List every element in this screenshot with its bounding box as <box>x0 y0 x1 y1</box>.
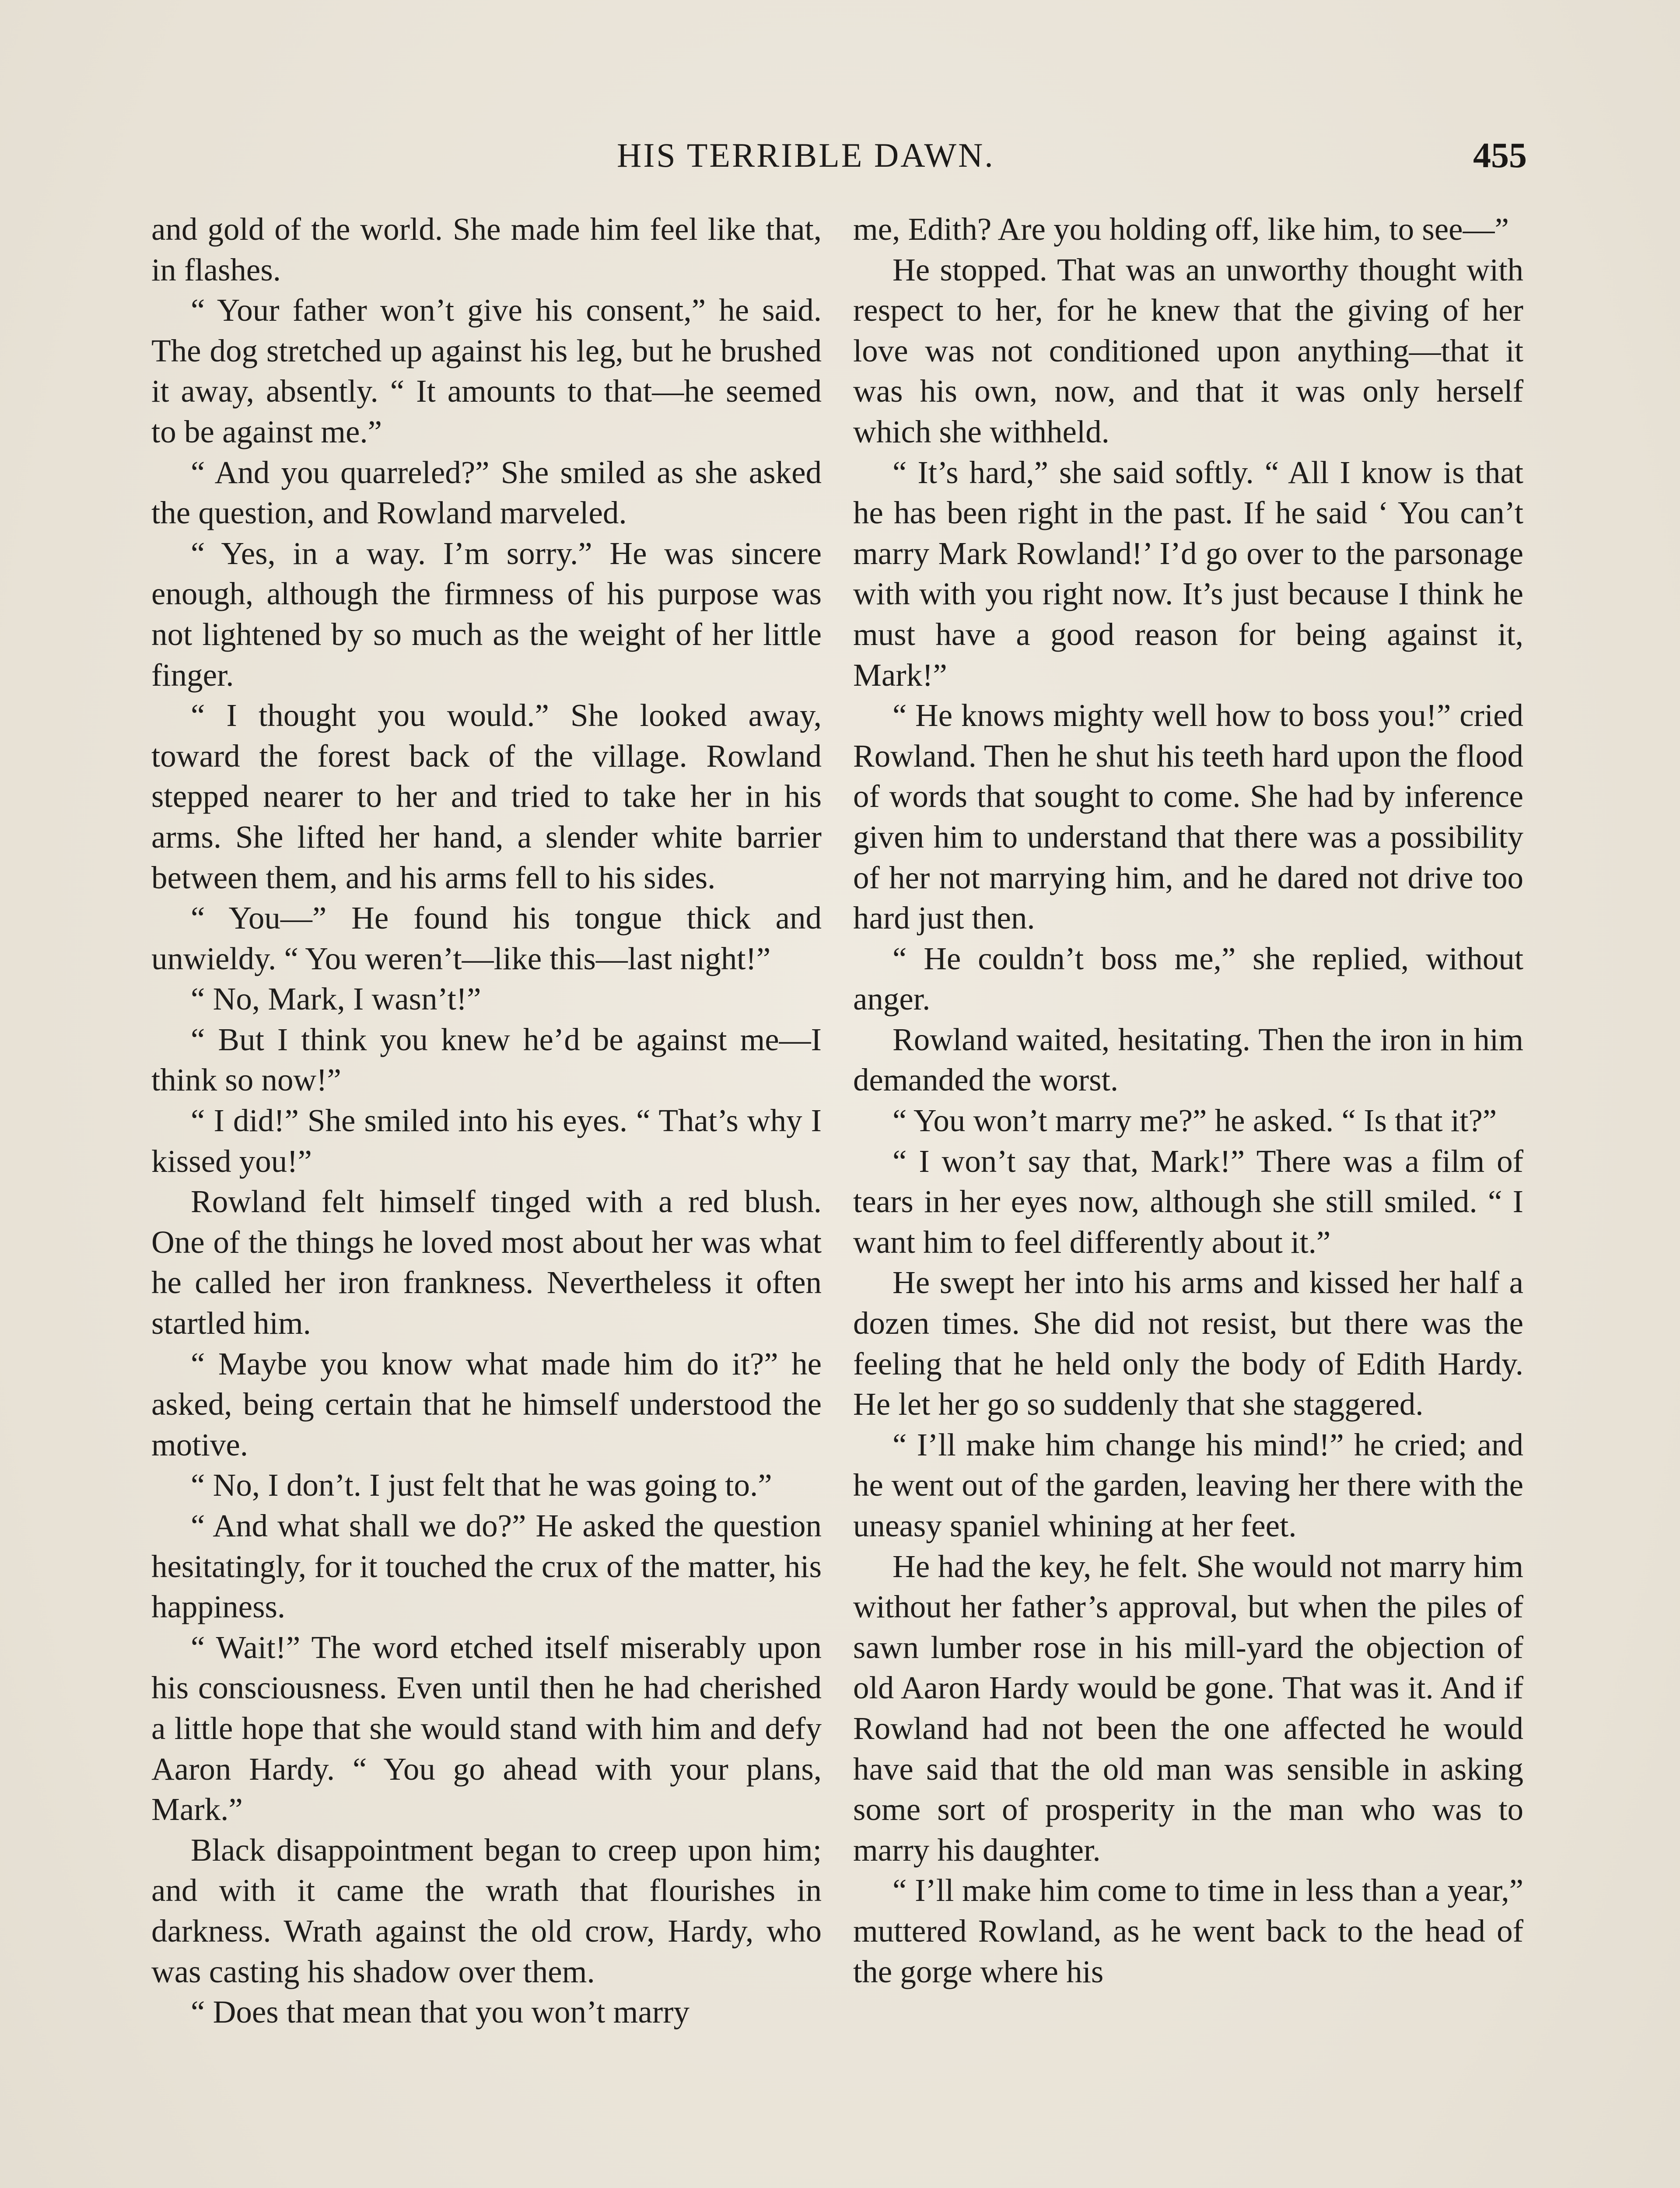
paragraph: “ And what shall we do?” He asked the question hesitatingly, for it touched the crux of the matter, his happiness. <box>151 1508 822 1625</box>
paragraph: Rowland waited, hesitating. Then the iron in him demanded the worst. <box>853 1021 1523 1098</box>
paragraph: Black disappointment began to creep upon him; and with it came the wrath that flourishes in darkness. Wrath against the old crow, Hardy, who was casting his shadow over them. <box>151 1832 822 1989</box>
paragraph: “ No, Mark, I wasn’t!” <box>191 981 481 1017</box>
paragraph: “ I did!” She smiled into his eyes. “ That’s why I kissed you!” <box>151 1103 822 1179</box>
paragraph: me, Edith? Are you holding off, like him, to see—” <box>853 211 1509 247</box>
paragraph: “ You—” He found his tongue thick and unwieldy. “ You weren’t—like this—last night!” <box>151 900 822 976</box>
paragraph: “ Wait!” The word etched itself miserably upon his consciousness. Even until then he had cherished a little hope that she would stand with him and defy Aaron Hardy. “ You go ahead with your plans, Mark.” <box>151 1629 822 1827</box>
paragraph: “ I’ll make him change his mind!” he cried; and he went out of the garden, leaving her there with the uneasy spaniel whining at her feet. <box>853 1427 1523 1543</box>
paragraph: “ It’s hard,” she said softly. “ All I know is that he has been right in the past. If he said ‘ You can’t marry Mark Rowland!’ I’d go over to the parsonage with with you right now. It’s just because I think he must have a good reason for being against it, Mark!” <box>853 454 1523 693</box>
paragraph: Rowland felt himself tinged with a red blush. One of the things he loved most about her was what he called her iron frankness. Nevertheless it often startled him. <box>151 1184 822 1341</box>
paragraph: “ Your father won’t give his consent,” he said. The dog stretched up against his leg, but he brushed it away, absently. “ It amounts to that—he seemed to be against me.” <box>151 292 822 449</box>
paragraph: He swept her into his arms and kissed her half a dozen times. She did not resist, but there was the feeling that he held only the body of Edith Hardy. He let her go so suddenly that she staggered. <box>853 1265 1523 1422</box>
text-column-right <box>853 209 1523 1992</box>
paragraph: He had the key, he felt. She would not marry him without her father’s approval, but when the piles of sawn lumber rose in his mill-yard the objection of old Aaron Hardy would be gone. That was it. And if Rowland had not been the one affected he would have said that the old man was sensible in asking some sort of prosperity in the man who was to marry his daughter. <box>853 1548 1523 1868</box>
paragraph: “ I thought you would.” She looked away, toward the forest back of the village. Rowland stepped nearer to her and tried to take her in his arms. She lifted her hand, a slender white barrier between them, and his arms fell to his sides. <box>151 698 822 895</box>
paragraph: and gold of the world. She made him feel like that, in flashes. <box>151 211 822 288</box>
page-number: 455 <box>1473 135 1527 175</box>
paragraph: “ He knows mighty well how to boss you!” cried Rowland. Then he shut his teeth hard upon the flood of words that sought to come. She had by inference given him to understand that there was a possibility of her not marrying him, and he dared not drive too hard just then. <box>853 698 1523 936</box>
running-head: HIS TERRIBLE DAWN. <box>617 136 995 174</box>
paragraph: “ But I think you knew he’d be against me—I think so now!” <box>151 1021 822 1098</box>
paragraph: “ No, I don’t. I just felt that he was going to.” <box>191 1467 772 1503</box>
paragraph: “ Maybe you know what made him do it?” he asked, being certain that he himself understood the motive. <box>151 1346 822 1462</box>
paragraph: “ I’ll make him come to time in less than a year,” muttered Rowland, as he went back to the head of the gorge where his <box>853 1872 1523 1989</box>
paragraph: “ Yes, in a way. I’m sorry.” He was sincere enough, although the firmness of his purpose was not lightened by so much as the weight of her little finger. <box>151 535 822 693</box>
paragraph: “ And you quarreled?” She smiled as she asked the question, and Rowland marveled. <box>151 454 822 531</box>
paragraph: “ You won’t marry me?” he asked. “ Is that it?” <box>892 1103 1497 1139</box>
paragraph: He stopped. That was an unworthy thought with respect to her, for he knew that the giving of her love was not conditioned upon anything—that it was his own, now, and that it was only herself which she withheld. <box>853 252 1523 449</box>
page-header <box>144 131 1527 179</box>
text-column-left <box>151 209 822 2033</box>
paragraph: “ I won’t say that, Mark!” There was a film of tears in her eyes now, although she still smiled. “ I want him to feel differently about it.” <box>853 1143 1523 1260</box>
paragraph: “ Does that mean that you won’t marry <box>191 1994 690 2030</box>
paragraph: “ He couldn’t boss me,” she replied, without anger. <box>853 940 1523 1017</box>
